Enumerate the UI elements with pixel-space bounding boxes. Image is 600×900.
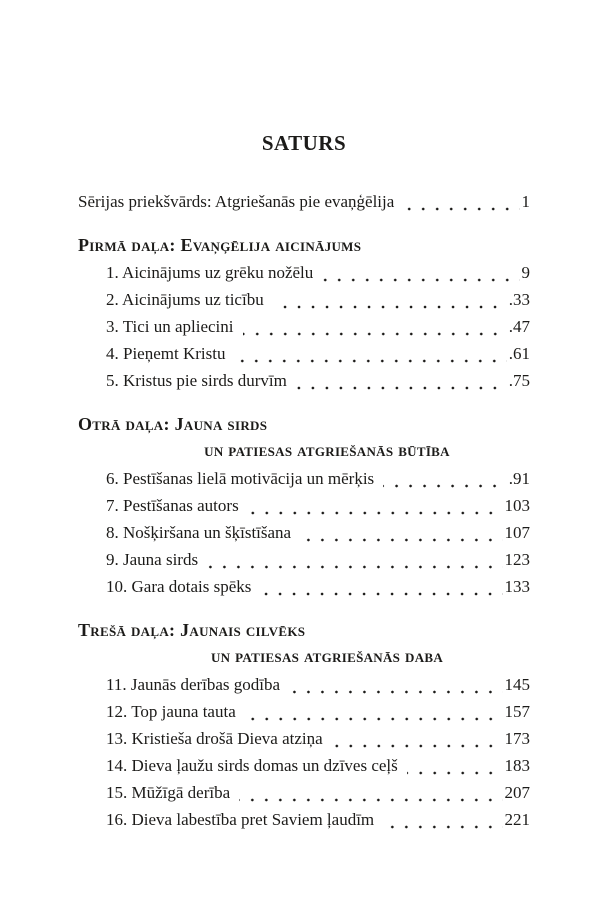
dot-leader	[332, 744, 503, 748]
toc-part-heading: Pirmā daļa: Evaņģēlija aicinājums	[78, 235, 362, 255]
preface-label: Sērijas priekšvārds: Atgriešanās pie evaņģēlija	[78, 192, 395, 211]
page-number: .91	[508, 469, 530, 488]
dot-leader	[245, 717, 503, 721]
chapter-label: 8. Nošķiršana un šķīstīšana	[106, 523, 292, 542]
chapter-label: 7. Pestīšanas autors	[106, 496, 239, 515]
toc-entry	[78, 286, 530, 313]
page-number: 103	[504, 496, 530, 515]
dot-leader	[296, 386, 507, 390]
chapter-label: 4. Pieņemt Kristu	[106, 344, 226, 363]
toc-entry	[78, 546, 530, 573]
toc-part-chapters	[78, 671, 530, 833]
dot-leader	[407, 771, 503, 775]
dot-leader	[383, 484, 507, 488]
dot-leader	[239, 798, 502, 802]
dot-leader	[207, 565, 502, 569]
toc-entry	[78, 779, 530, 806]
chapter-label: 5. Kristus pie sirds durvīm	[106, 371, 287, 390]
chapter-label: 15. Mūžīgā derība	[106, 783, 231, 802]
toc-entry	[78, 519, 530, 546]
toc-part-heading: Trešā daļa: Jaunais cilvēks	[78, 620, 306, 640]
toc-entry	[78, 367, 530, 394]
toc-entry	[78, 465, 530, 492]
dot-leader	[260, 592, 502, 596]
dot-leader	[248, 511, 503, 515]
dot-leader	[234, 359, 506, 363]
page-number: 173	[504, 729, 530, 748]
toc-entry	[78, 573, 530, 600]
toc-part-heading: Otrā daļa: Jauna sirds	[78, 414, 268, 434]
toc-entry	[78, 671, 530, 698]
page-number: 107	[504, 523, 530, 542]
chapter-label: 1. Aicinājums uz grēku nožēlu	[106, 263, 314, 282]
page-title: SATURS	[261, 131, 347, 155]
toc-part-subtitle: un patiesas atgriešanās būtība	[204, 440, 450, 460]
toc-part-chapters	[78, 465, 530, 600]
toc-entry	[78, 259, 530, 286]
page-number: .75	[508, 371, 530, 390]
toc-entry	[78, 492, 530, 519]
dot-leader	[243, 332, 507, 336]
page-number: 123	[504, 550, 530, 569]
dot-leader	[289, 690, 502, 694]
chapter-label: 3. Tici un apliecini	[106, 317, 234, 336]
chapter-label: 14. Dieva ļaužu sirds domas un dzīves ceļš	[106, 756, 398, 775]
dot-leader	[273, 305, 507, 309]
dot-leader	[322, 278, 519, 282]
page-number: .47	[508, 317, 530, 336]
chapter-label: 9. Jauna sirds	[106, 550, 199, 569]
page-number: .61	[508, 344, 530, 363]
chapter-label: 12. Top jauna tauta	[106, 702, 236, 721]
dot-leader	[300, 538, 502, 542]
page-number: 1	[521, 192, 530, 211]
page-number: .33	[508, 290, 530, 309]
page-number: 157	[504, 702, 530, 721]
toc-part-subtitle: un patiesas atgriešanās daba	[210, 646, 444, 666]
toc-part-chapters	[78, 259, 530, 394]
toc-entry	[78, 698, 530, 725]
chapter-label: 10. Gara dotais spēks	[106, 577, 252, 596]
toc-entry	[78, 806, 530, 833]
page-number: 145	[504, 675, 530, 694]
page-number: 221	[504, 810, 530, 829]
toc-part-2	[78, 411, 530, 600]
page-number: 183	[504, 756, 530, 775]
page-number: 9	[521, 263, 530, 282]
toc-part-3	[78, 617, 530, 833]
chapter-label: 11. Jaunās derības godība	[106, 675, 281, 694]
page-number: 133	[504, 577, 530, 596]
toc-part-1	[78, 232, 530, 394]
page-number: 207	[504, 783, 530, 802]
chapter-label: 6. Pestīšanas lielā motivācija un mērķis	[106, 469, 375, 488]
chapter-label: 13. Kristieša drošā Dieva atziņa	[106, 729, 323, 748]
chapter-label: 16. Dieva labestība pret Saviem ļaudīm	[106, 810, 375, 829]
toc-entry	[78, 340, 530, 367]
toc-entry	[78, 752, 530, 779]
chapter-label: 2. Aicinājums uz ticību	[106, 290, 264, 309]
toc-entry-preface	[78, 188, 530, 215]
toc-entry	[78, 313, 530, 340]
dot-leader	[383, 825, 502, 829]
toc-entry	[78, 725, 530, 752]
dot-leader	[403, 207, 519, 211]
